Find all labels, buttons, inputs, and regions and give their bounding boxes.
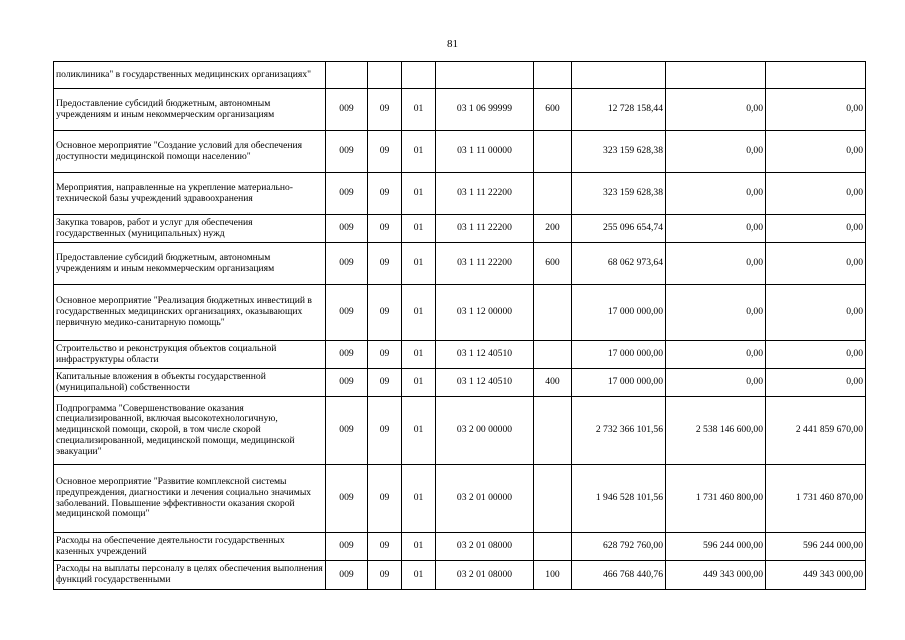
cell-name: Основное мероприятие "Развитие комплексной системы предупреждения, диагностики и лечения социально значимых заболеваний. Повышение эффективности оказания скорой медицинской помощи" bbox=[54, 465, 326, 533]
cell-sum-year-3: 0,00 bbox=[766, 285, 866, 341]
cell-name: Расходы на выплаты персоналу в целях обеспечения выполнения функций государственными bbox=[54, 561, 326, 590]
cell-name: Основное мероприятие "Создание условий для обеспечения доступности медицинской помощи населению" bbox=[54, 131, 326, 173]
cell-sum-year-2: 0,00 bbox=[666, 369, 766, 397]
cell-section: 09 bbox=[368, 285, 402, 341]
cell-expense-type: 100 bbox=[534, 561, 572, 590]
cell-expense-type bbox=[534, 533, 572, 561]
cell-section: 09 bbox=[368, 215, 402, 243]
cell-subsection: 01 bbox=[402, 173, 436, 215]
cell-expense-type: 200 bbox=[534, 215, 572, 243]
cell-subsection: 01 bbox=[402, 397, 436, 465]
cell-sum-year-1: 17 000 000,00 bbox=[572, 341, 666, 369]
cell-section: 09 bbox=[368, 533, 402, 561]
table-body bbox=[54, 62, 866, 590]
cell-target-article: 03 2 01 08000 bbox=[436, 533, 534, 561]
cell-sum-year-2: 1 731 460 800,00 bbox=[666, 465, 766, 533]
table-row bbox=[54, 215, 866, 243]
table-row bbox=[54, 397, 866, 465]
cell-sum-year-1 bbox=[572, 62, 666, 89]
cell-sum-year-3: 449 343 000,00 bbox=[766, 561, 866, 590]
cell-section: 09 bbox=[368, 173, 402, 215]
cell-department: 009 bbox=[326, 341, 368, 369]
cell-subsection: 01 bbox=[402, 285, 436, 341]
cell-sum-year-2: 0,00 bbox=[666, 173, 766, 215]
cell-sum-year-2 bbox=[666, 62, 766, 89]
cell-section: 09 bbox=[368, 369, 402, 397]
cell-sum-year-2: 0,00 bbox=[666, 131, 766, 173]
cell-expense-type: 600 bbox=[534, 243, 572, 285]
table-row bbox=[54, 285, 866, 341]
cell-subsection: 01 bbox=[402, 561, 436, 590]
cell-sum-year-2: 0,00 bbox=[666, 243, 766, 285]
cell-target-article bbox=[436, 62, 534, 89]
cell-target-article: 03 1 06 99999 bbox=[436, 89, 534, 131]
cell-subsection: 01 bbox=[402, 341, 436, 369]
table-row bbox=[54, 89, 866, 131]
cell-target-article: 03 1 11 22200 bbox=[436, 173, 534, 215]
cell-subsection: 01 bbox=[402, 369, 436, 397]
table-row bbox=[54, 369, 866, 397]
cell-sum-year-1: 68 062 973,64 bbox=[572, 243, 666, 285]
cell-department: 009 bbox=[326, 89, 368, 131]
cell-subsection: 01 bbox=[402, 215, 436, 243]
cell-sum-year-3: 0,00 bbox=[766, 89, 866, 131]
cell-sum-year-1: 17 000 000,00 bbox=[572, 369, 666, 397]
budget-table bbox=[53, 61, 866, 590]
cell-subsection: 01 bbox=[402, 533, 436, 561]
cell-section: 09 bbox=[368, 89, 402, 131]
cell-section: 09 bbox=[368, 561, 402, 590]
cell-subsection: 01 bbox=[402, 465, 436, 533]
cell-sum-year-3: 0,00 bbox=[766, 215, 866, 243]
cell-expense-type bbox=[534, 173, 572, 215]
cell-name: Предоставление субсидий бюджетным, автономным учреждениям и иным некоммерческим организациям bbox=[54, 243, 326, 285]
cell-sum-year-2: 0,00 bbox=[666, 89, 766, 131]
cell-target-article: 03 2 01 00000 bbox=[436, 465, 534, 533]
table-row bbox=[54, 62, 866, 89]
cell-name: Основное мероприятие "Реализация бюджетных инвестиций в государственных медицинских организациях, оказывающих первичную медико-санитарную помощь" bbox=[54, 285, 326, 341]
cell-sum-year-2: 2 538 146 600,00 bbox=[666, 397, 766, 465]
cell-department: 009 bbox=[326, 465, 368, 533]
cell-sum-year-1: 323 159 628,38 bbox=[572, 131, 666, 173]
cell-name: поликлиника" в государственных медицинских организациях" bbox=[54, 62, 326, 89]
cell-name: Строительство и реконструкция объектов социальной инфраструктуры области bbox=[54, 341, 326, 369]
cell-department: 009 bbox=[326, 215, 368, 243]
cell-department: 009 bbox=[326, 173, 368, 215]
cell-name: Расходы на обеспечение деятельности государственных казенных учреждений bbox=[54, 533, 326, 561]
cell-sum-year-1: 1 946 528 101,56 bbox=[572, 465, 666, 533]
cell-department bbox=[326, 62, 368, 89]
cell-sum-year-3: 0,00 bbox=[766, 341, 866, 369]
table-row bbox=[54, 243, 866, 285]
cell-sum-year-3: 0,00 bbox=[766, 243, 866, 285]
cell-target-article: 03 2 00 00000 bbox=[436, 397, 534, 465]
cell-sum-year-2: 0,00 bbox=[666, 215, 766, 243]
cell-subsection: 01 bbox=[402, 243, 436, 285]
page-number: 81 bbox=[447, 38, 458, 50]
cell-expense-type bbox=[534, 341, 572, 369]
cell-expense-type bbox=[534, 465, 572, 533]
cell-sum-year-2: 0,00 bbox=[666, 341, 766, 369]
cell-sum-year-3 bbox=[766, 62, 866, 89]
cell-sum-year-1: 466 768 440,76 bbox=[572, 561, 666, 590]
cell-department: 009 bbox=[326, 285, 368, 341]
cell-sum-year-3: 0,00 bbox=[766, 369, 866, 397]
cell-section: 09 bbox=[368, 341, 402, 369]
cell-target-article: 03 1 12 00000 bbox=[436, 285, 534, 341]
cell-sum-year-1: 2 732 366 101,56 bbox=[572, 397, 666, 465]
cell-subsection: 01 bbox=[402, 131, 436, 173]
cell-sum-year-1: 323 159 628,38 bbox=[572, 173, 666, 215]
cell-expense-type bbox=[534, 397, 572, 465]
cell-section: 09 bbox=[368, 243, 402, 285]
cell-sum-year-1: 255 096 654,74 bbox=[572, 215, 666, 243]
cell-name: Капитальные вложения в объекты государственной (муниципальной) собственности bbox=[54, 369, 326, 397]
cell-target-article: 03 1 11 00000 bbox=[436, 131, 534, 173]
table-row bbox=[54, 131, 866, 173]
cell-name: Закупка товаров, работ и услуг для обеспечения государственных (муниципальных) нужд bbox=[54, 215, 326, 243]
table-row bbox=[54, 465, 866, 533]
cell-target-article: 03 2 01 08000 bbox=[436, 561, 534, 590]
cell-expense-type bbox=[534, 131, 572, 173]
cell-department: 009 bbox=[326, 397, 368, 465]
cell-expense-type bbox=[534, 62, 572, 89]
cell-sum-year-1: 12 728 158,44 bbox=[572, 89, 666, 131]
cell-sum-year-2: 0,00 bbox=[666, 285, 766, 341]
cell-section bbox=[368, 62, 402, 89]
cell-expense-type: 600 bbox=[534, 89, 572, 131]
cell-department: 009 bbox=[326, 131, 368, 173]
cell-expense-type bbox=[534, 285, 572, 341]
cell-subsection: 01 bbox=[402, 89, 436, 131]
cell-department: 009 bbox=[326, 561, 368, 590]
table-row bbox=[54, 561, 866, 590]
cell-name: Подпрограмма "Совершенствование оказания специализированной, включая высокотехнологичную, медицинской помощи, скорой, в том числе скорой специализированной, медицинской помощи, медицинской эвакуации" bbox=[54, 397, 326, 465]
table-row bbox=[54, 533, 866, 561]
cell-name: Предоставление субсидий бюджетным, автономным учреждениям и иным некоммерческим организациям bbox=[54, 89, 326, 131]
cell-department: 009 bbox=[326, 243, 368, 285]
table-row bbox=[54, 341, 866, 369]
cell-section: 09 bbox=[368, 397, 402, 465]
cell-section: 09 bbox=[368, 465, 402, 533]
cell-sum-year-2: 596 244 000,00 bbox=[666, 533, 766, 561]
cell-sum-year-3: 2 441 859 670,00 bbox=[766, 397, 866, 465]
cell-sum-year-1: 628 792 760,00 bbox=[572, 533, 666, 561]
cell-department: 009 bbox=[326, 369, 368, 397]
cell-name: Мероприятия, направленные на укрепление материально-технической базы учреждений здравоохранения bbox=[54, 173, 326, 215]
cell-sum-year-3: 1 731 460 870,00 bbox=[766, 465, 866, 533]
cell-expense-type: 400 bbox=[534, 369, 572, 397]
cell-department: 009 bbox=[326, 533, 368, 561]
cell-target-article: 03 1 11 22200 bbox=[436, 243, 534, 285]
cell-sum-year-3: 0,00 bbox=[766, 131, 866, 173]
cell-sum-year-2: 449 343 000,00 bbox=[666, 561, 766, 590]
cell-sum-year-3: 0,00 bbox=[766, 173, 866, 215]
cell-subsection bbox=[402, 62, 436, 89]
cell-section: 09 bbox=[368, 131, 402, 173]
cell-target-article: 03 1 12 40510 bbox=[436, 341, 534, 369]
cell-sum-year-3: 596 244 000,00 bbox=[766, 533, 866, 561]
cell-target-article: 03 1 12 40510 bbox=[436, 369, 534, 397]
table-row bbox=[54, 173, 866, 215]
cell-target-article: 03 1 11 22200 bbox=[436, 215, 534, 243]
cell-sum-year-1: 17 000 000,00 bbox=[572, 285, 666, 341]
